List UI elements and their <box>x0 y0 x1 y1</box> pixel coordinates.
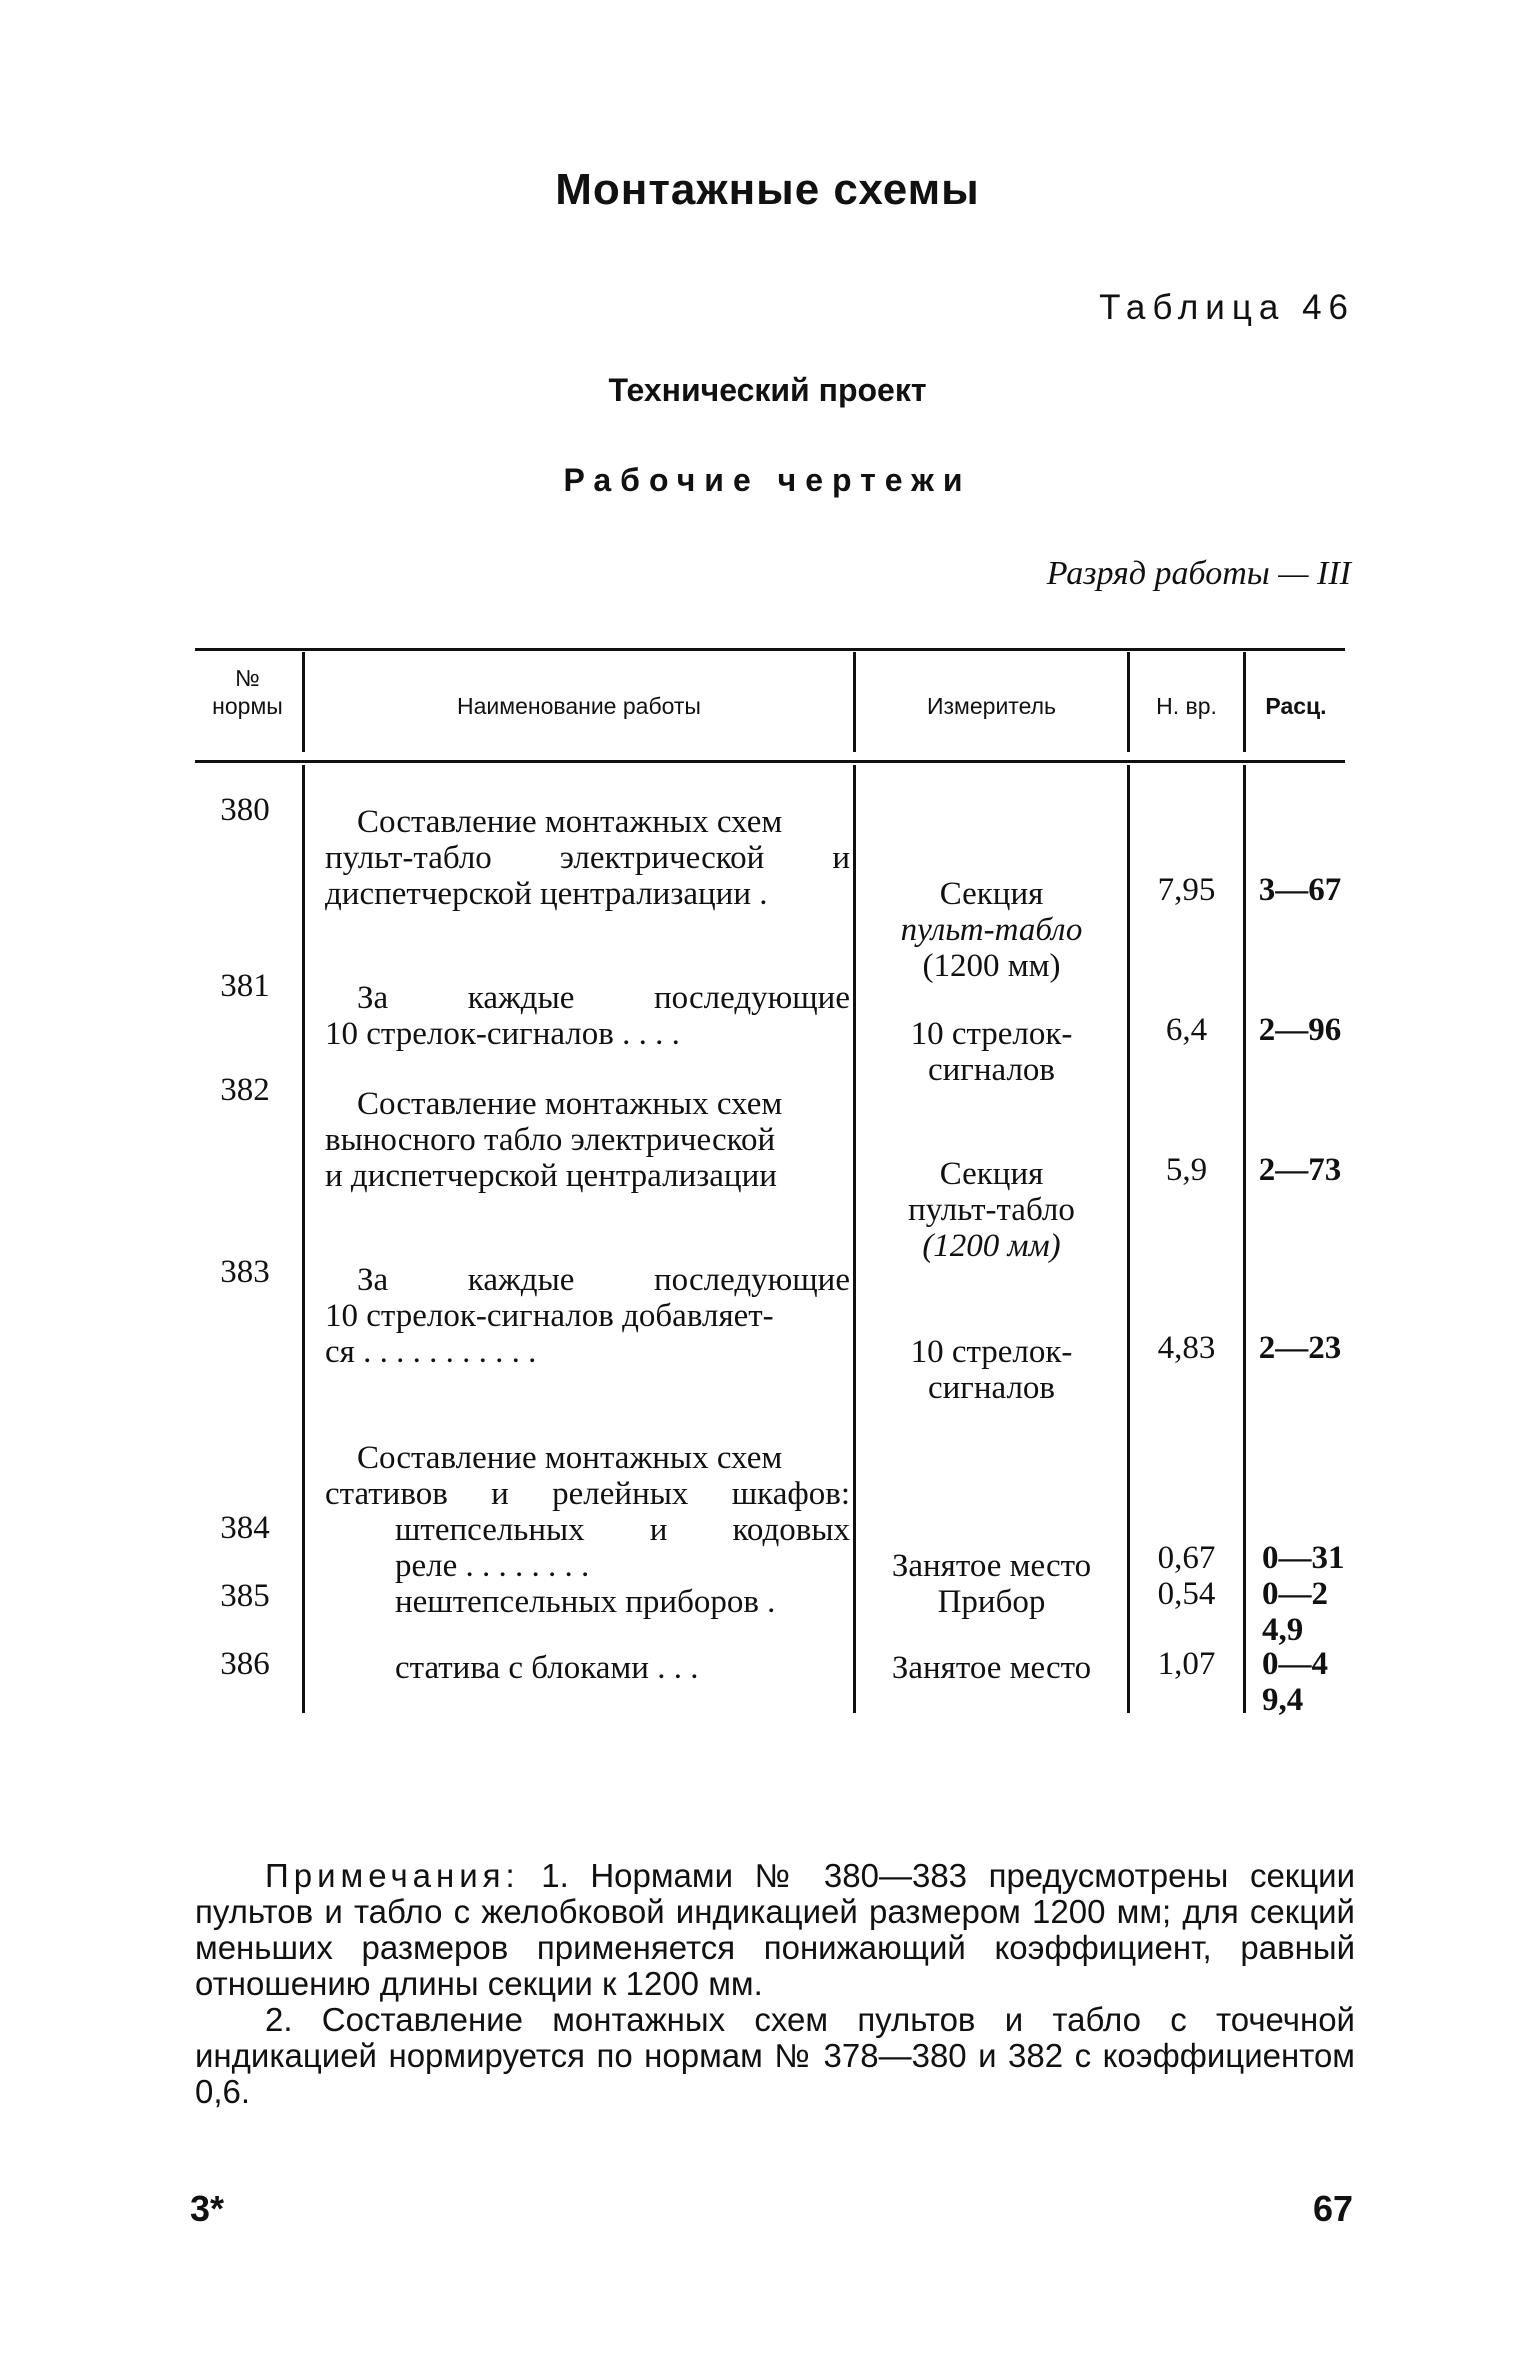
col-divider-4-body <box>1243 765 1246 1713</box>
header-num <box>195 664 300 720</box>
note-1 <box>195 1858 1355 2002</box>
row-385-time: 0,54 <box>1157 1576 1216 1612</box>
header-unit: Измеритель <box>926 693 1057 719</box>
notes-label: Примечания: <box>265 1857 520 1894</box>
note-1-text: 1. Нормами № 380—383 предусмотрены секции пультов и табло с желобковой индикацией размером 1200 мм; для секций меньших размеров применяется понижающий коэффициент, равный отношению длины секции к 1200 мм. <box>195 1857 1355 2002</box>
row-381-time: 6,4 <box>1165 1012 1208 1048</box>
row-380-price: 3—67 <box>1258 872 1342 908</box>
row-383-num: 383 <box>220 1254 270 1290</box>
row-382-unit <box>856 1156 1127 1264</box>
row-384-price: 0—31 <box>1262 1540 1345 1576</box>
row-386-price: 0—49,4 <box>1262 1646 1328 1718</box>
header-num-line2: нормы <box>212 693 283 719</box>
row-386-unit: Занятое место <box>891 1650 1092 1686</box>
header-time: Н. вр. <box>1156 693 1217 719</box>
row-381-price: 2—96 <box>1258 1012 1342 1048</box>
col-divider-1-body <box>302 765 305 1713</box>
note-2: 2. Составление монтажных схем пультов и табло с точечной индикацией нормируется по нормам № 378—380 и 382 с коэффициентом 0,6. <box>195 2001 1355 2110</box>
row-380-time: 7,95 <box>1157 872 1216 908</box>
subtitle-working-drawings: Рабочие чертежи <box>563 462 972 498</box>
page-title: Монтажные схемы <box>555 165 980 214</box>
header-price: Расц. <box>1265 693 1327 719</box>
row-382-name <box>325 1086 850 1194</box>
row-385-unit: Прибор <box>937 1584 1046 1620</box>
row-383-name <box>325 1262 850 1370</box>
row-382-unit-line3: (1200 мм) <box>922 1228 1061 1264</box>
row-381-unit <box>856 1016 1127 1088</box>
row-380-unit-line1: Секция <box>939 876 1044 912</box>
row-382-name-line2: выносного табло электрической <box>325 1122 776 1158</box>
row-384-name <box>395 1512 850 1584</box>
row-383-unit-line2: сигналов <box>928 1370 1055 1406</box>
subtitle-technical-project: Технический проект <box>608 372 927 408</box>
work-grade: Разряд работы — III <box>1046 555 1351 592</box>
row-380-name-line1: Составление монтажных схем <box>357 804 783 840</box>
group-racks-heading-line1: Составление монтажных схем <box>357 1440 783 1476</box>
row-382-name-line3: и диспетчерской централизации <box>325 1158 777 1194</box>
row-380-name-line3: диспетчерской централизации . <box>325 876 768 912</box>
row-382-price: 2—73 <box>1258 1152 1342 1188</box>
row-381-name-line2: 10 стрелок-сигналов . . . . <box>325 1016 680 1052</box>
group-racks-heading <box>325 1440 850 1512</box>
row-380-unit-line3: (1200 мм) <box>922 948 1061 984</box>
row-383-name-line3: ся . . . . . . . . . . . <box>325 1334 537 1370</box>
page-number: 67 <box>1312 2188 1353 2229</box>
notes <box>195 1858 1355 2110</box>
row-382-name-line1: Составление монтажных схем <box>357 1086 783 1122</box>
row-383-time: 4,83 <box>1157 1330 1216 1366</box>
table-top-rule <box>195 648 1345 651</box>
row-384-name-line2: реле . . . . . . . . <box>395 1548 590 1584</box>
row-381-unit-line2: сигналов <box>928 1052 1055 1088</box>
row-384-name-line1: штепсельных и кодовых <box>395 1512 850 1548</box>
row-383-unit <box>856 1334 1127 1406</box>
row-380-num: 380 <box>220 792 270 828</box>
row-382-num: 382 <box>220 1072 270 1108</box>
row-383-unit-line1: 10 стрелок- <box>910 1334 1073 1370</box>
row-385-price: 0—24,9 <box>1262 1576 1328 1648</box>
row-383-name-line1: За каждые последующие <box>357 1262 850 1298</box>
row-380-unit <box>856 876 1127 984</box>
row-386-name: статива с блоками . . . <box>395 1650 699 1686</box>
row-384-time: 0,67 <box>1157 1540 1216 1576</box>
table-label: Таблица 46 <box>1099 288 1355 327</box>
row-381-name <box>325 980 850 1052</box>
row-384-unit: Занятое место <box>891 1548 1092 1584</box>
row-380-unit-line2: пульт-табло <box>900 912 1083 948</box>
row-380-name-line2: пульт-табло электрической и <box>325 840 850 876</box>
row-382-unit-line2: пульт-табло <box>908 1192 1075 1228</box>
header-name: Наименование работы <box>457 693 701 719</box>
row-381-unit-line1: 10 стрелок- <box>910 1016 1073 1052</box>
row-382-unit-line1: Секция <box>939 1156 1044 1192</box>
signature-mark: 3* <box>190 2188 225 2229</box>
row-385-num: 385 <box>220 1578 270 1614</box>
table-header-rule <box>195 760 1345 763</box>
row-386-time: 1,07 <box>1157 1646 1216 1682</box>
row-381-name-line1: За каждые последующие <box>357 980 850 1016</box>
row-385-name: нештепсельных приборов . <box>395 1584 776 1620</box>
row-381-num: 381 <box>220 968 270 1004</box>
row-382-time: 5,9 <box>1165 1152 1208 1188</box>
header-num-line1: № <box>235 665 260 691</box>
row-383-name-line2: 10 стрелок-сигналов добавляет- <box>325 1298 774 1334</box>
group-racks-heading-line2: стативов и релейных шкафов: <box>325 1476 850 1512</box>
row-386-num: 386 <box>220 1646 270 1682</box>
row-383-price: 2—23 <box>1258 1330 1342 1366</box>
row-380-name <box>325 804 850 912</box>
row-384-num: 384 <box>220 1510 270 1546</box>
